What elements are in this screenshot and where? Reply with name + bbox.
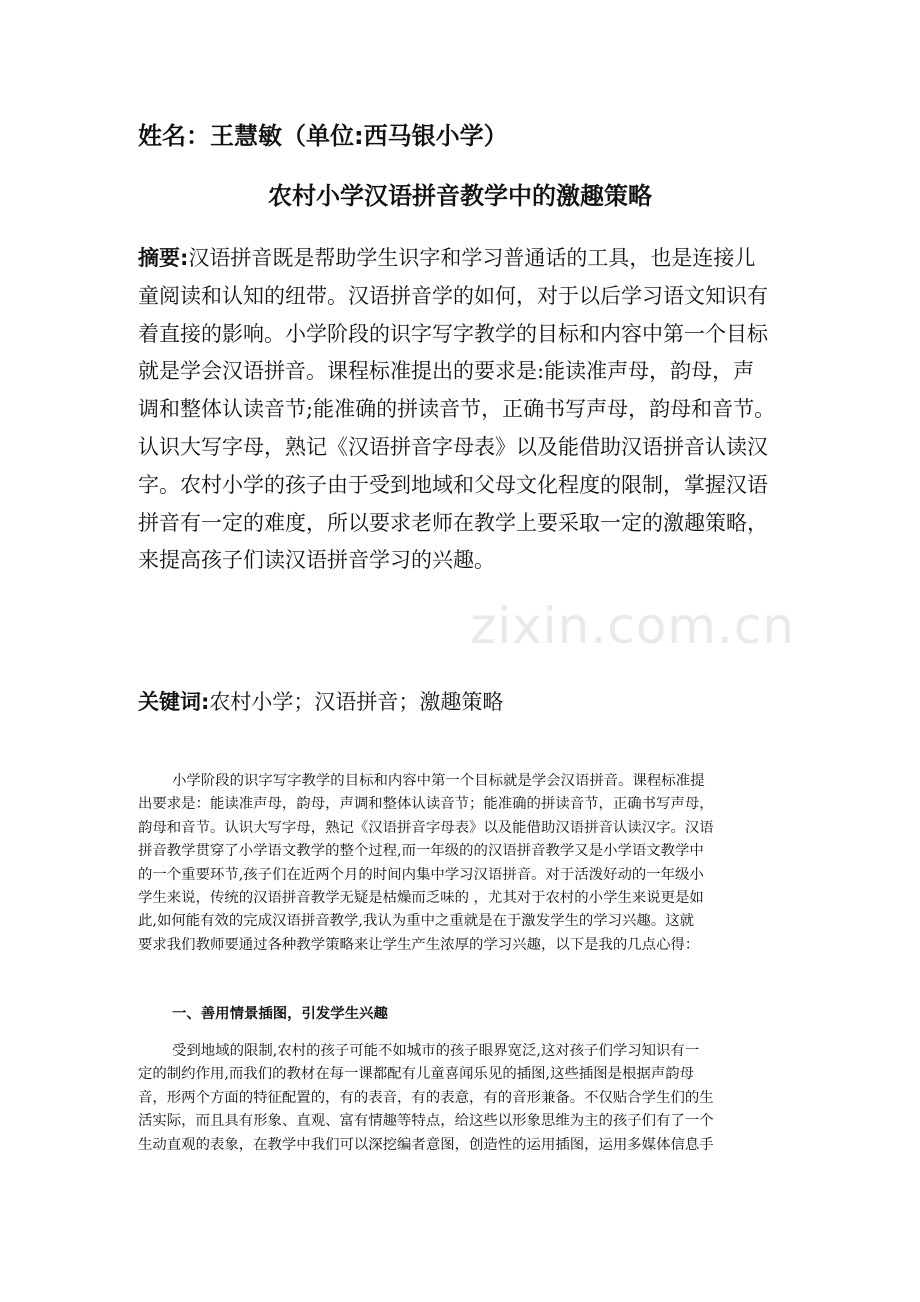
abstract-line: 认识大写字母，熟记《汉语拼音字母表》以及能借助汉语拼音认读汉 <box>138 434 768 459</box>
abstract-line: 着直接的影响。小学阶段的识字写字教学的目标和内容中第一个目标 <box>138 321 768 346</box>
intro-line: 小学阶段的识字写字教学的目标和内容中第一个目标就是学会汉语拼音。课程标准提 <box>172 773 705 789</box>
abstract-line: 拼音有一定的难度，所以要求老师在教学上要采取一定的激趣策略， <box>138 510 768 535</box>
keywords-text: 农村小学；汉语拼音；激趣策略 <box>209 690 504 714</box>
section-line: 活实际，而且具有形象、直观、富有情趣等特点，给这些以形象思维为主的孩子们有了一个 <box>138 1113 714 1130</box>
abstract-line: 童阅读和认知的纽带。汉语拼音学的如何，对于以后学习语文知识有 <box>138 283 768 308</box>
intro-line: 学生来说，传统的汉语拼音教学无疑是枯燥而乏味的 ，尤其对于农村的小学生来说更是如 <box>138 889 704 906</box>
section-line: 生动直观的表象，在教学中我们可以深挖编者意图，创造性的运用插图，运用多媒体信息手 <box>138 1136 714 1153</box>
abstract-line-text: 汉语拼音既是帮助学生识字和学习普通话的工具，也是连接儿 <box>188 246 756 270</box>
abstract-line <box>138 240 788 278</box>
intro-line: 要求我们教师要通过各种教学策略来让学生产生浓厚的学习兴趣，以下是我的几点心得： <box>138 936 700 953</box>
intro-line: 此,如何能有效的完成汉语拼音教学,我认为重中之重就是在于激发学生的学习兴趣。这就 <box>138 913 694 930</box>
abstract-block <box>138 240 788 580</box>
watermark: zixin.com.cn <box>470 597 796 655</box>
document-title: 农村小学汉语拼音教学中的激趣策略 <box>268 182 652 210</box>
abstract-label: 摘要: <box>138 246 189 270</box>
keywords-line <box>138 684 503 720</box>
intro-line: 的一个重要环节,孩子们在近两个月的时间内集中学习汉语拼音。对于活泼好动的一年级小 <box>138 866 704 883</box>
section-heading: 一、善用情景插图，引发学生兴趣 <box>172 1006 388 1022</box>
abstract-line: 调和整体认读音节;能准确的拼读音节，正确书写声母，韵母和音节。 <box>138 397 776 422</box>
section-line: 受到地域的限制,农村的孩子可能不如城市的孩子眼界宽泛,这对孩子们学习知识有一 <box>172 1043 700 1059</box>
intro-line: 出要求是：能读准声母，韵母，声调和整体认读音节；能准确的拼读音节，正确书写声母， <box>138 796 714 813</box>
author-line: 姓名：王慧敏（单位:西马银小学） <box>138 122 508 150</box>
section-line: 定的制约作用,而我们的教材在每一课都配有儿童喜闻乐见的插图,这些插图是根据声韵母 <box>138 1066 694 1083</box>
intro-line: 韵母和音节。认识大写字母，熟记《汉语拼音字母表》以及能借助汉语拼音认读汉字。汉语 <box>138 819 714 836</box>
section-paragraph <box>138 1040 788 1157</box>
abstract-line: 来提高孩子们读汉语拼音学习的兴趣。 <box>138 548 495 573</box>
abstract-line: 字。农村小学的孩子由于受到地域和父母文化程度的限制，掌握汉语 <box>138 472 768 497</box>
abstract-line: 就是学会汉语拼音。课程标准提出的要求是:能读准声母，韵母，声 <box>138 359 755 384</box>
intro-paragraph <box>138 770 788 957</box>
section-line: 音，形两个方面的特征配置的，有的表音，有的表意，有的音形兼备。不仅贴合学生们的生 <box>138 1089 714 1106</box>
intro-line: 拼音教学贯穿了小学语文教学的整个过程,而一年级的的汉语拼音教学又是小学语文教学中 <box>138 843 704 860</box>
keywords-label: 关键词: <box>138 690 210 714</box>
